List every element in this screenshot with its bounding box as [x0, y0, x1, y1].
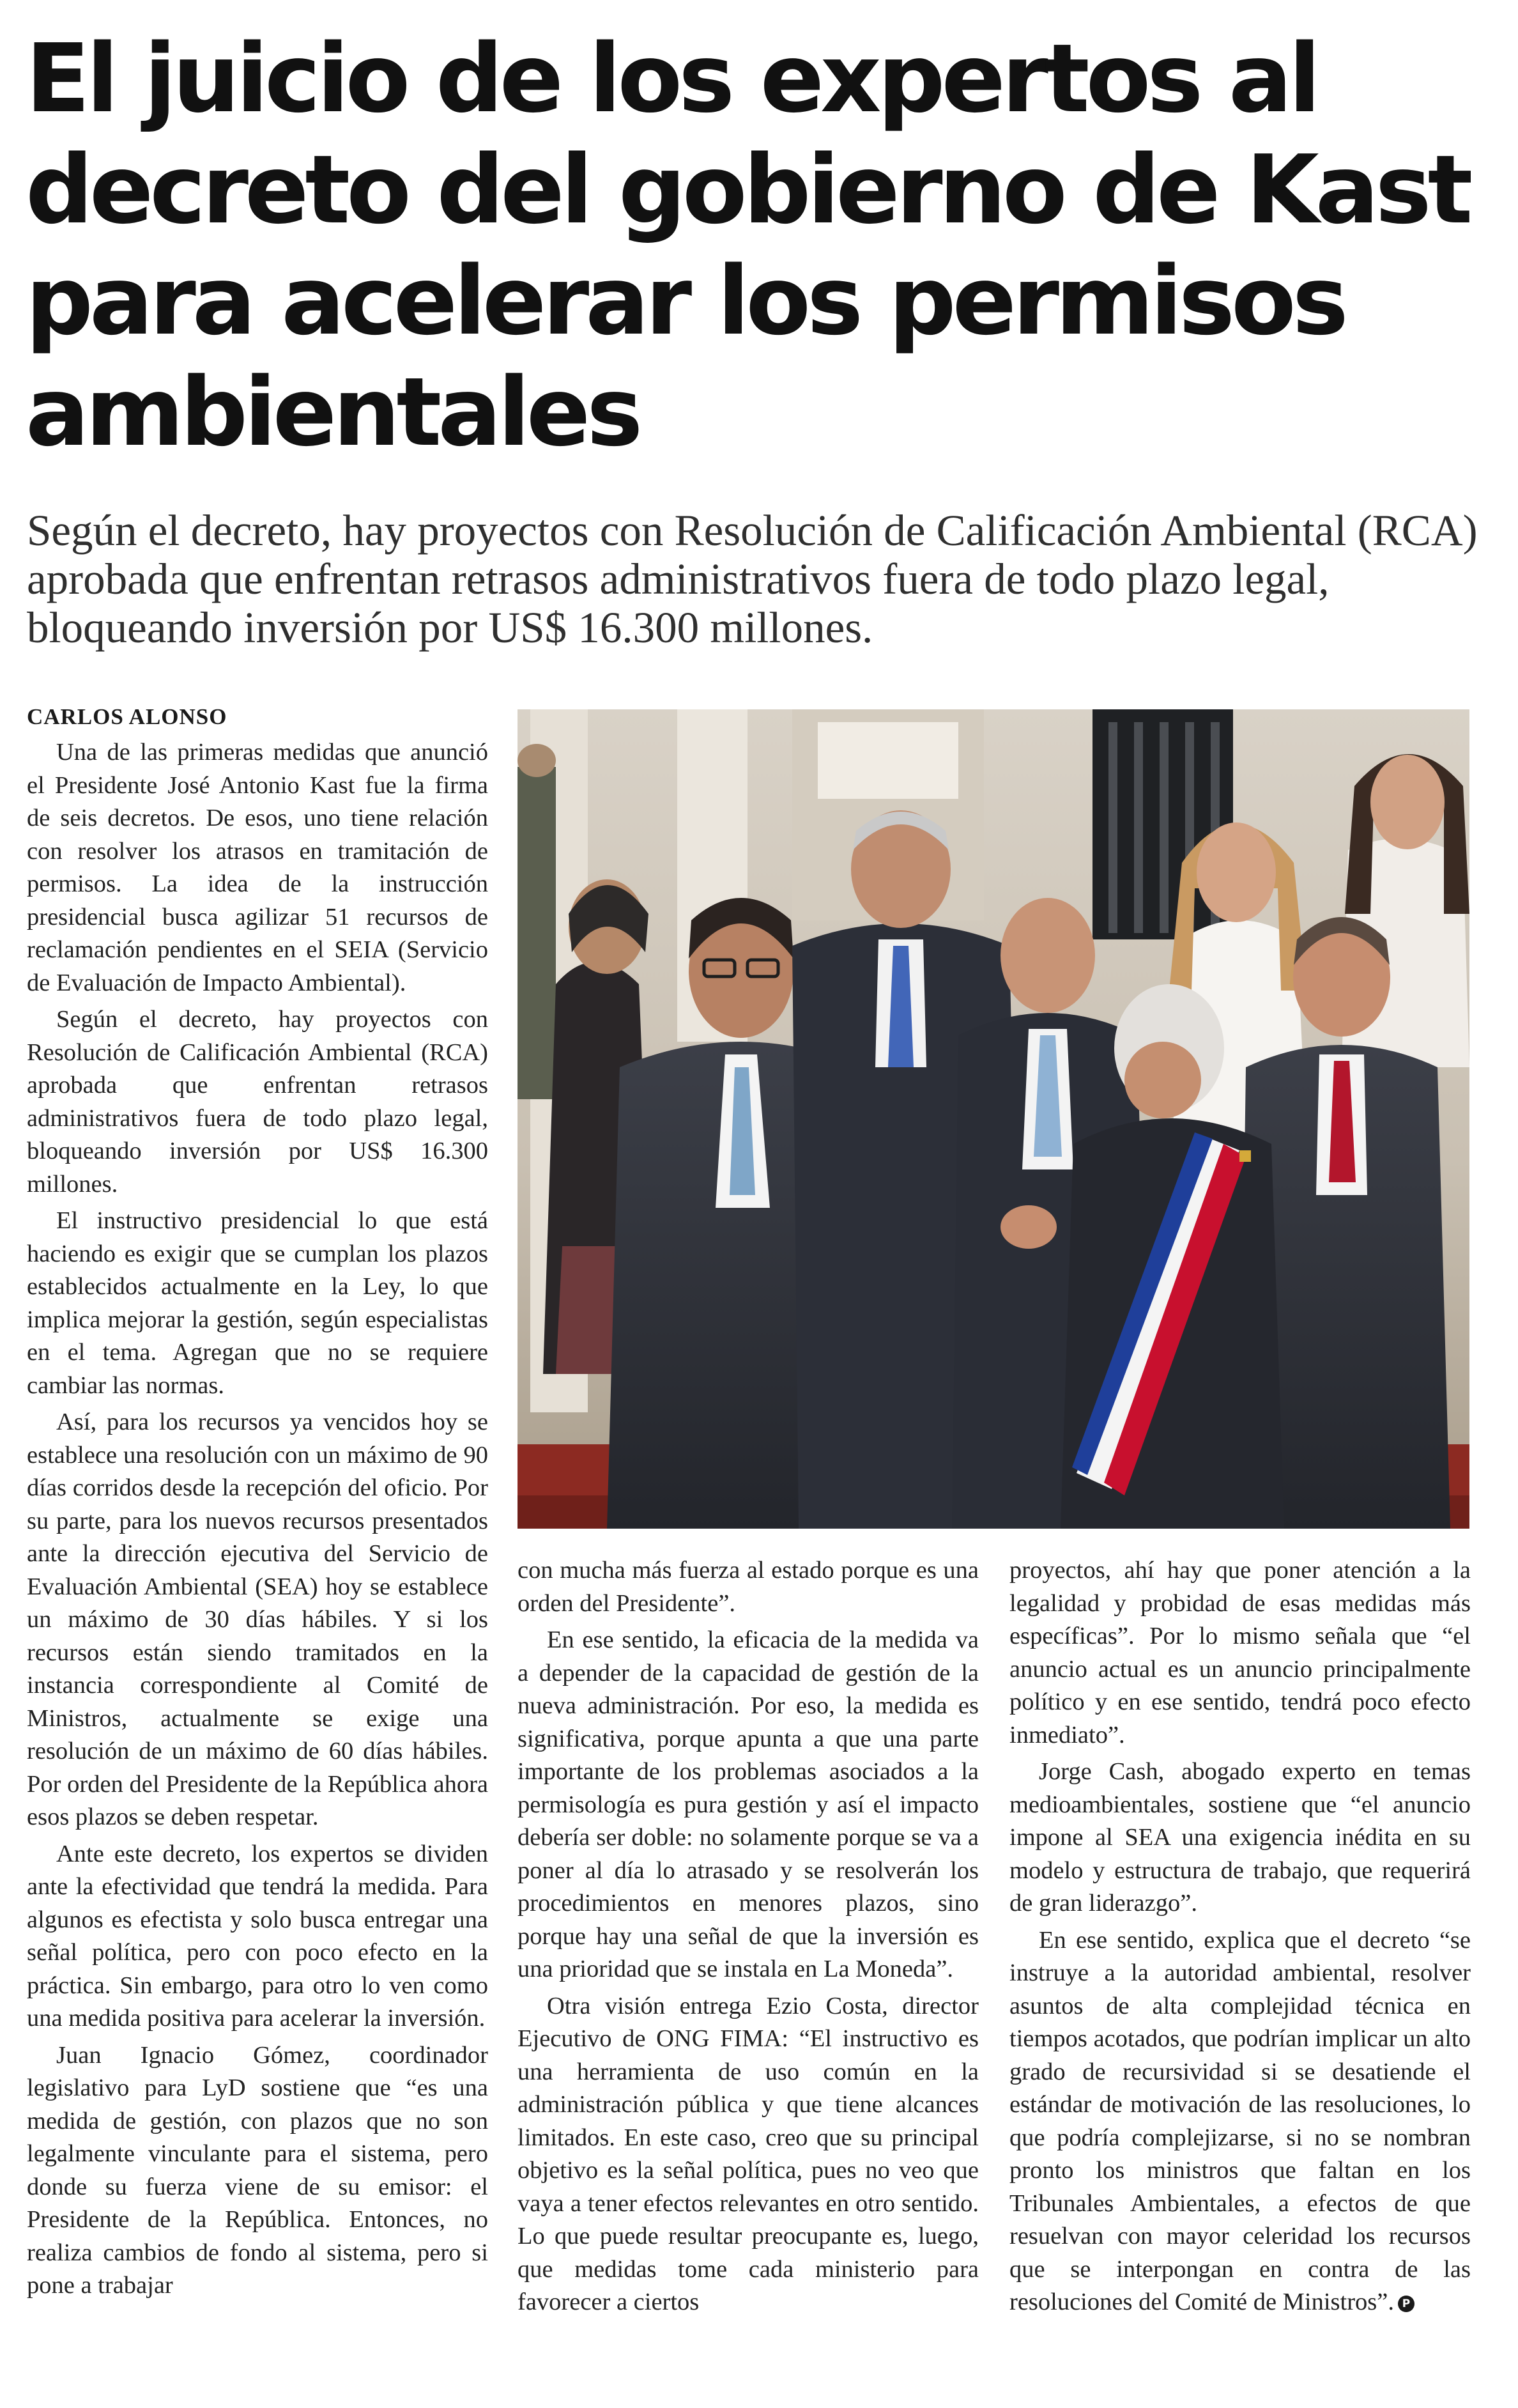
paragraph: Otra visión entrega Ezio Costa, director Ejecutivo de ONG FIMA: “El instructivo es una herramienta de uso común en la administración pública y que tiene alcances limitados. En este caso, creo que su principal objetivo es la señal política, pues no veo que vaya a tener efectos relevantes en otro sentido. Lo que puede resultar preocupante es, luego, que medidas tome cada ministerio para favorecer a ciertos: [518, 1992, 979, 2315]
article-column-1: [27, 736, 488, 2372]
paragraph: El instructivo presidencial lo que está haciendo es exigir que se cumplan los plazos establecidos actualmente en la Ley, lo que implica mejorar la gestión, según especialistas en el tema. Agregan que no se requiere cambiar las normas.: [27, 1207, 488, 1399]
paragraph: [1009, 1924, 1471, 2319]
article-column-2: [518, 1554, 979, 2372]
article-column-3: [1009, 1554, 1471, 2372]
article-photo: [518, 709, 1469, 1529]
ceremony-photo-illustration: [518, 709, 1469, 1529]
byline: CARLOS ALONSO: [27, 704, 227, 729]
paragraph-text: En ese sentido, explica que el decreto “se instruye a la autoridad ambiental, resolver asuntos de alta complejidad técnica en tiempos acotados, que podrían implicar un alto grado de recursividad si se desatiende el estándar de motivación de las resoluciones, lo que podría complejizarse, si no se nombran pronto los ministros que faltan en los Tribunales Ambientales, a efectos de que resuelvan con mayor celeridad los recursos que se interpongan en contra de las resoluciones del Comité de Ministros”.: [1009, 1926, 1471, 2315]
paragraph: Así, para los recursos ya vencidos hoy se establece una resolución con un máximo de 90 días corridos desde la recepción del oficio. Por su parte, para los nuevos recursos presentados ante la dirección ejecutiva del Servicio de Evaluación Ambiental (SEA) hoy se establece un máximo de 30 días hábiles. Y si los recursos están siendo tramitados en la instancia correspondiente al Comité de Ministros, actualmente se exige una resolución de un máximo de 60 días hábiles. Por orden del Presidente de la República ahora esos plazos se deben respetar.: [27, 1409, 488, 1830]
paragraph: Según el decreto, hay proyectos con Resolución de Calificación Ambiental (RCA) aprobada que enfrentan retrasos administrativos fuera de todo plazo legal, bloqueando inversión por US$ 16.300 millones.: [27, 1006, 488, 1198]
paragraph: Ante este decreto, los expertos se dividen ante la efectividad que tendrá la medida. Para algunos es efectista y solo busca entregar una señal política, pero con poco efecto en la práctica. Sin embargo, para otro lo ven como una medida positiva para acelerar la inversión.: [27, 1840, 488, 2032]
headline: El juicio de los expertos al decreto del gobierno de Kast para acelerar los permisos ambientales: [26, 24, 1469, 467]
publication-logo-icon: P: [1398, 2296, 1414, 2312]
paragraph: proyectos, ahí hay que poner atención a la legalidad y probidad de esas medidas más específicas”. Por lo mismo señala que “el anuncio actual es un anuncio principalmente político y en ese sentido, tendrá poco efecto inmediato”.: [1009, 1557, 1471, 1748]
subheadline: Según el decreto, hay proyectos con Resolución de Calificación Ambiental (RCA) aprobada que enfrentan retrasos administrativos fuera de todo plazo legal, bloqueando inversión por US$ 16.300 millones.: [27, 506, 1478, 652]
paragraph: Jorge Cash, abogado experto en temas medioambientales, sostiene que “el anuncio impone al SEA una exigencia inédita en su modelo y estructura de trabajo, que requerirá de gran liderazgo”.: [1009, 1758, 1471, 1917]
paragraph: Una de las primeras medidas que anunció el Presidente José Antonio Kast fue la firma de seis decretos. De esos, uno tiene relación con resolver los atrasos en tramitación de permisos. La idea de la instrucción presidencial busca agilizar 51 recursos de reclamación pendientes en el SEIA (Servicio de Evaluación de Impacto Ambiental).: [27, 739, 488, 996]
paragraph: En ese sentido, la eficacia de la medida va a depender de la capacidad de gestión de la nueva administración. Por eso, la medida es significativa, porque apunta a que una parte importante de los problemas asociados a la permisología es pura gestión y así el impacto debería ser doble: no solamente porque se va a poner al día lo atrasado y se resolverán los procedimientos en menores plazos, sino porque hay una señal de que la inversión es una prioridad que se instala en La Moneda”.: [518, 1626, 979, 1982]
paragraph: con mucha más fuerza al estado porque es una orden del Presidente”.: [518, 1557, 979, 1617]
paragraph: Juan Ignacio Gómez, coordinador legislativo para LyD sostiene que “es una medida de gestión, con plazos que no son legalmente vinculante para el sistema, pero donde su fuerza viene de su emisor: el Presidente de la República. Entonces, no realiza cambios de fondo al sistema, pero si pone a trabajar: [27, 2041, 488, 2299]
